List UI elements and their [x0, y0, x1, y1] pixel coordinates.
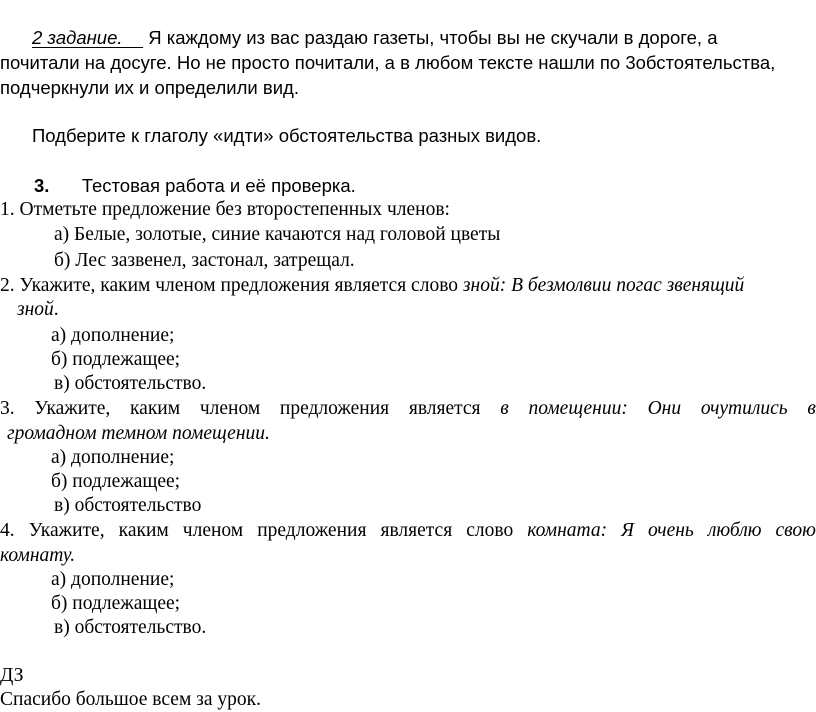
question3-word: Укажите, [34, 398, 111, 419]
question1-option-b: б) Лес зазвенел, застонал, затрещал. [54, 250, 355, 271]
question3-option-a: а) дополнение; [51, 447, 175, 468]
task2-instruction: Подберите к глаголу «идти» обстоятельства разных видов. [32, 125, 542, 146]
task2-line2: почитали на досуге. Но не просто почитали, а в любом тексте нашли по 3обстоятельства, [0, 52, 776, 73]
homework-label: ДЗ [0, 665, 24, 686]
question2-option-b: б) подлежащее; [51, 349, 181, 370]
question4-word: Укажите, [28, 520, 105, 541]
question3-example-word: очутились [700, 398, 788, 419]
question4-option-a: а) дополнение; [51, 569, 175, 590]
question2-text: 2. Укажите, каким членом предложения является слово [0, 275, 463, 296]
thanks-text: Спасибо большое всем за урок. [0, 689, 261, 710]
question2-example-line1: : В безмолвии погас звенящий [499, 275, 745, 296]
question4-word: 4. [0, 520, 15, 541]
question3-line1 [0, 397, 816, 421]
question3-example-word: Они [647, 398, 682, 419]
task2-line3: подчеркнули их и определили вид. [0, 77, 299, 98]
section3-number: 3. [34, 175, 50, 196]
question3-word: 3. [0, 398, 15, 419]
question3-word: предложения [279, 398, 390, 419]
question4-option-b: б) подлежащее; [51, 593, 181, 614]
question4-example-word: Я [621, 520, 634, 541]
question2-example-line2: зной [17, 299, 54, 320]
question4-example-word: свою [775, 520, 816, 541]
question3-example-word: в [500, 398, 509, 419]
question1-text: 1. Отметьте предложение без второстепенных членов: [0, 199, 450, 220]
question4-example-word: очень [648, 520, 694, 541]
question4-example-word: комната: [527, 520, 608, 541]
question3-option-c: в) обстоятельство [54, 495, 202, 516]
question1-option-a: а) Белые, золотые, синие качаются над головой цветы [54, 224, 501, 245]
question4-word: является [380, 520, 453, 541]
question4-option-c: в) обстоятельство. [54, 617, 207, 638]
question4-word: членом [182, 520, 244, 541]
question4-word: слово [466, 520, 514, 541]
question4-example-line2: комнату. [0, 545, 76, 566]
task2-label: 2 задание. [32, 27, 123, 48]
question4-word: каким [118, 520, 169, 541]
question3-word: каким [129, 398, 181, 419]
question3-example-word: помещении: [528, 398, 628, 419]
task2-label-pad [123, 27, 144, 48]
question2-word: зной [462, 275, 500, 296]
task2-text-line1: Я каждому из вас раздаю газеты, чтобы вы не скучали в дороге, а [148, 27, 718, 48]
question2-end: . [53, 299, 59, 320]
question3-example-line2: громадном темном помещении. [7, 423, 270, 444]
question2-line2 [17, 298, 59, 322]
question4-word: предложения [257, 520, 367, 541]
section3-title: Тестовая работа и её проверка. [81, 175, 356, 196]
question2-option-c: в) обстоятельство. [54, 373, 207, 394]
section3-heading [34, 174, 356, 198]
task2-line1 [32, 26, 717, 50]
question4-line1 [0, 519, 816, 543]
question3-option-b: б) подлежащее; [51, 471, 181, 492]
question4-example-word: люблю [707, 520, 762, 541]
question3-word: является [408, 398, 481, 419]
question2-line1 [0, 274, 744, 298]
question2-option-a: а) дополнение; [51, 325, 175, 346]
question3-example-word: в [807, 398, 816, 419]
question3-word: членом [199, 398, 261, 419]
